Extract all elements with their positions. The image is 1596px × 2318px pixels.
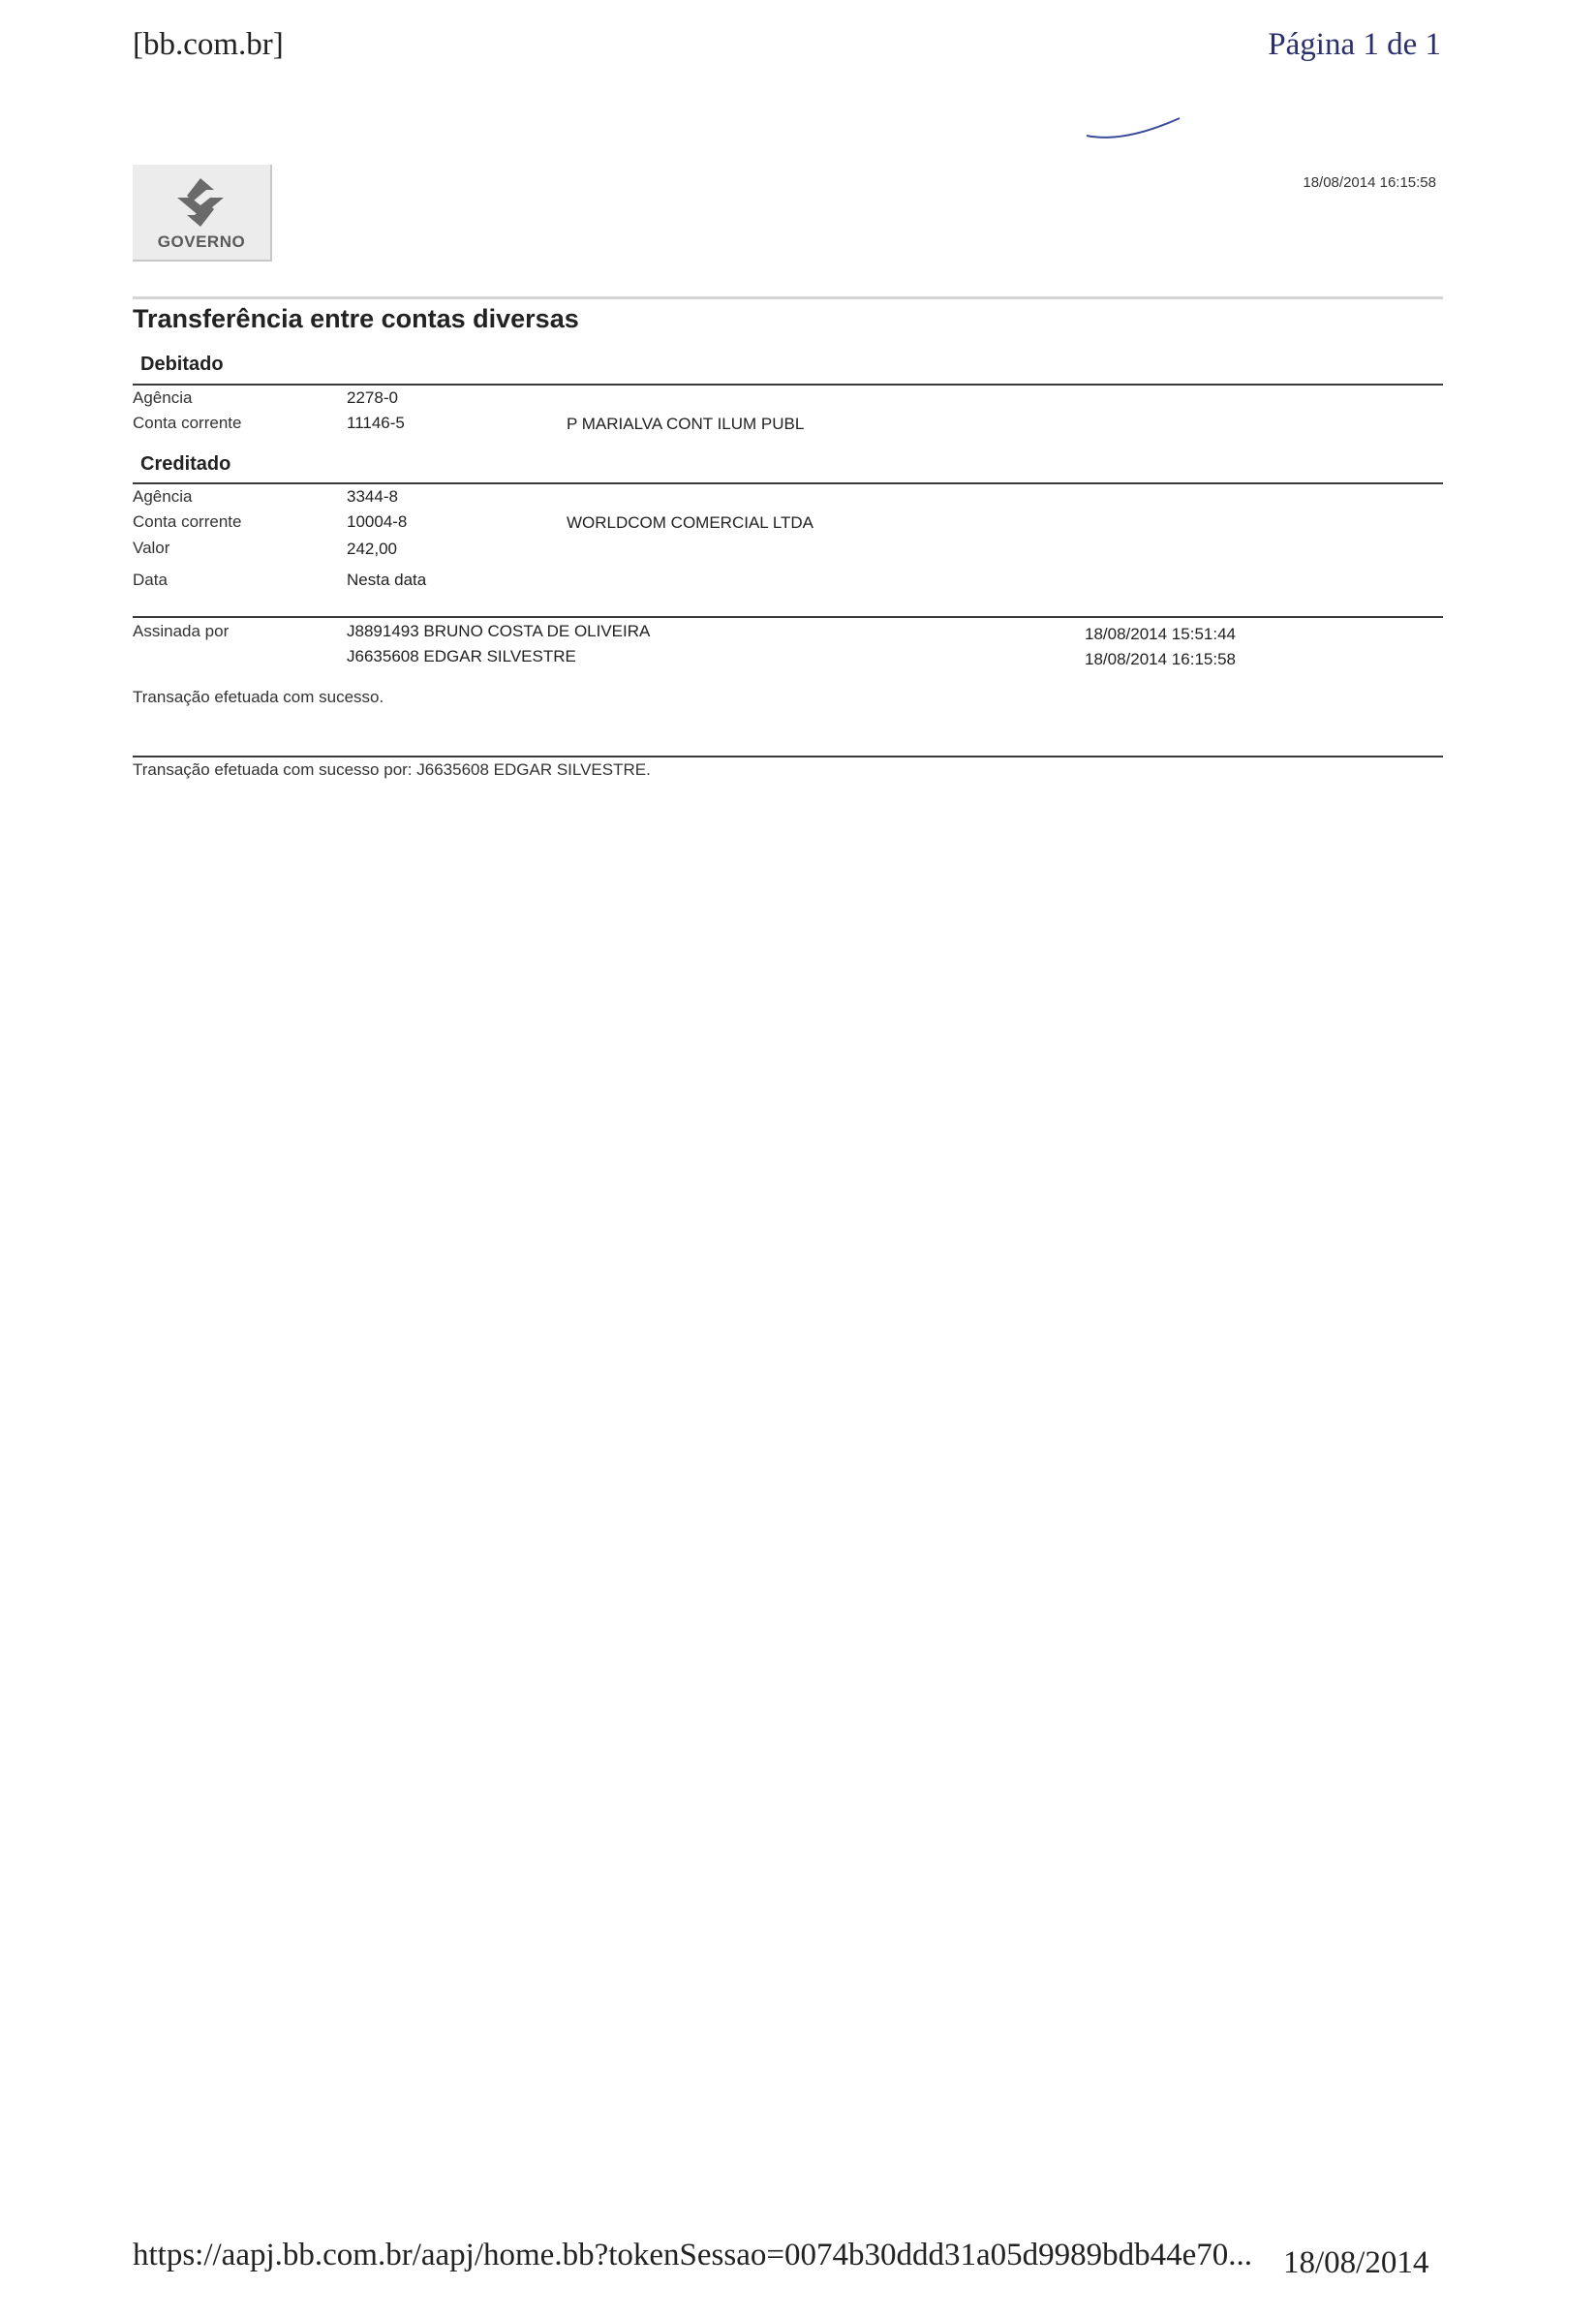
credit-account-value: 10004-8 [347, 512, 408, 531]
signer-2-datetime: 18/08/2014 16:15:58 [1085, 650, 1236, 668]
status-divider [133, 756, 1443, 757]
section-debitado: Debitado [140, 354, 224, 375]
pen-mark-icon [1085, 114, 1182, 143]
logo-text: GOVERNO [157, 232, 246, 251]
print-timestamp: 18/08/2014 16:15:58 [1303, 174, 1436, 191]
amount-label: Valor [133, 539, 170, 557]
debit-agency-label: Agência [133, 388, 193, 407]
footer-date: 18/08/2014 [1283, 2245, 1429, 2280]
debit-account-value: 11146-5 [347, 414, 405, 432]
page-title: Transferência entre contas diversas [133, 304, 579, 333]
status-message: Transação efetuada com sucesso. [133, 688, 384, 706]
signatures-divider [133, 616, 1443, 618]
signer-1-datetime: 18/08/2014 15:51:44 [1085, 625, 1236, 643]
date-label: Data [133, 571, 168, 589]
page-number: Página 1 de 1 [1268, 27, 1441, 62]
footer-url: https://aapj.bb.com.br/aapj/home.bb?tokenSessao=0074b30ddd31a05d9989bdb44e70... [133, 2238, 1253, 2272]
amount-value: 242,00 [347, 540, 397, 558]
credit-agency-label: Agência [133, 487, 193, 506]
signer-2: J6635608 EDGAR SILVESTRE [347, 647, 576, 665]
date-value: Nesta data [347, 571, 427, 589]
credit-agency-value: 3344-8 [347, 487, 398, 506]
governo-logo [133, 165, 272, 262]
top-divider [133, 296, 1443, 299]
credit-account-holder: WORLDCOM COMERCIAL LTDA [567, 513, 814, 532]
section-divider [133, 384, 1443, 386]
site-label: [bb.com.br] [133, 27, 284, 62]
signer-1: J8891493 BRUNO COSTA DE OLIVEIRA [347, 622, 651, 640]
section-creditado: Creditado [140, 453, 231, 475]
debit-account-holder: P MARIALVA CONT ILUM PUBL [567, 415, 805, 433]
status-by-message: Transação efetuada com sucesso por: J6635608 EDGAR SILVESTRE. [133, 760, 651, 779]
debit-agency-value: 2278-0 [347, 388, 398, 407]
signed-by-label: Assinada por [133, 622, 230, 640]
bb-logo-icon [171, 176, 230, 230]
section-divider [133, 482, 1443, 484]
debit-account-label: Conta corrente [133, 414, 242, 432]
credit-account-label: Conta corrente [133, 512, 242, 531]
